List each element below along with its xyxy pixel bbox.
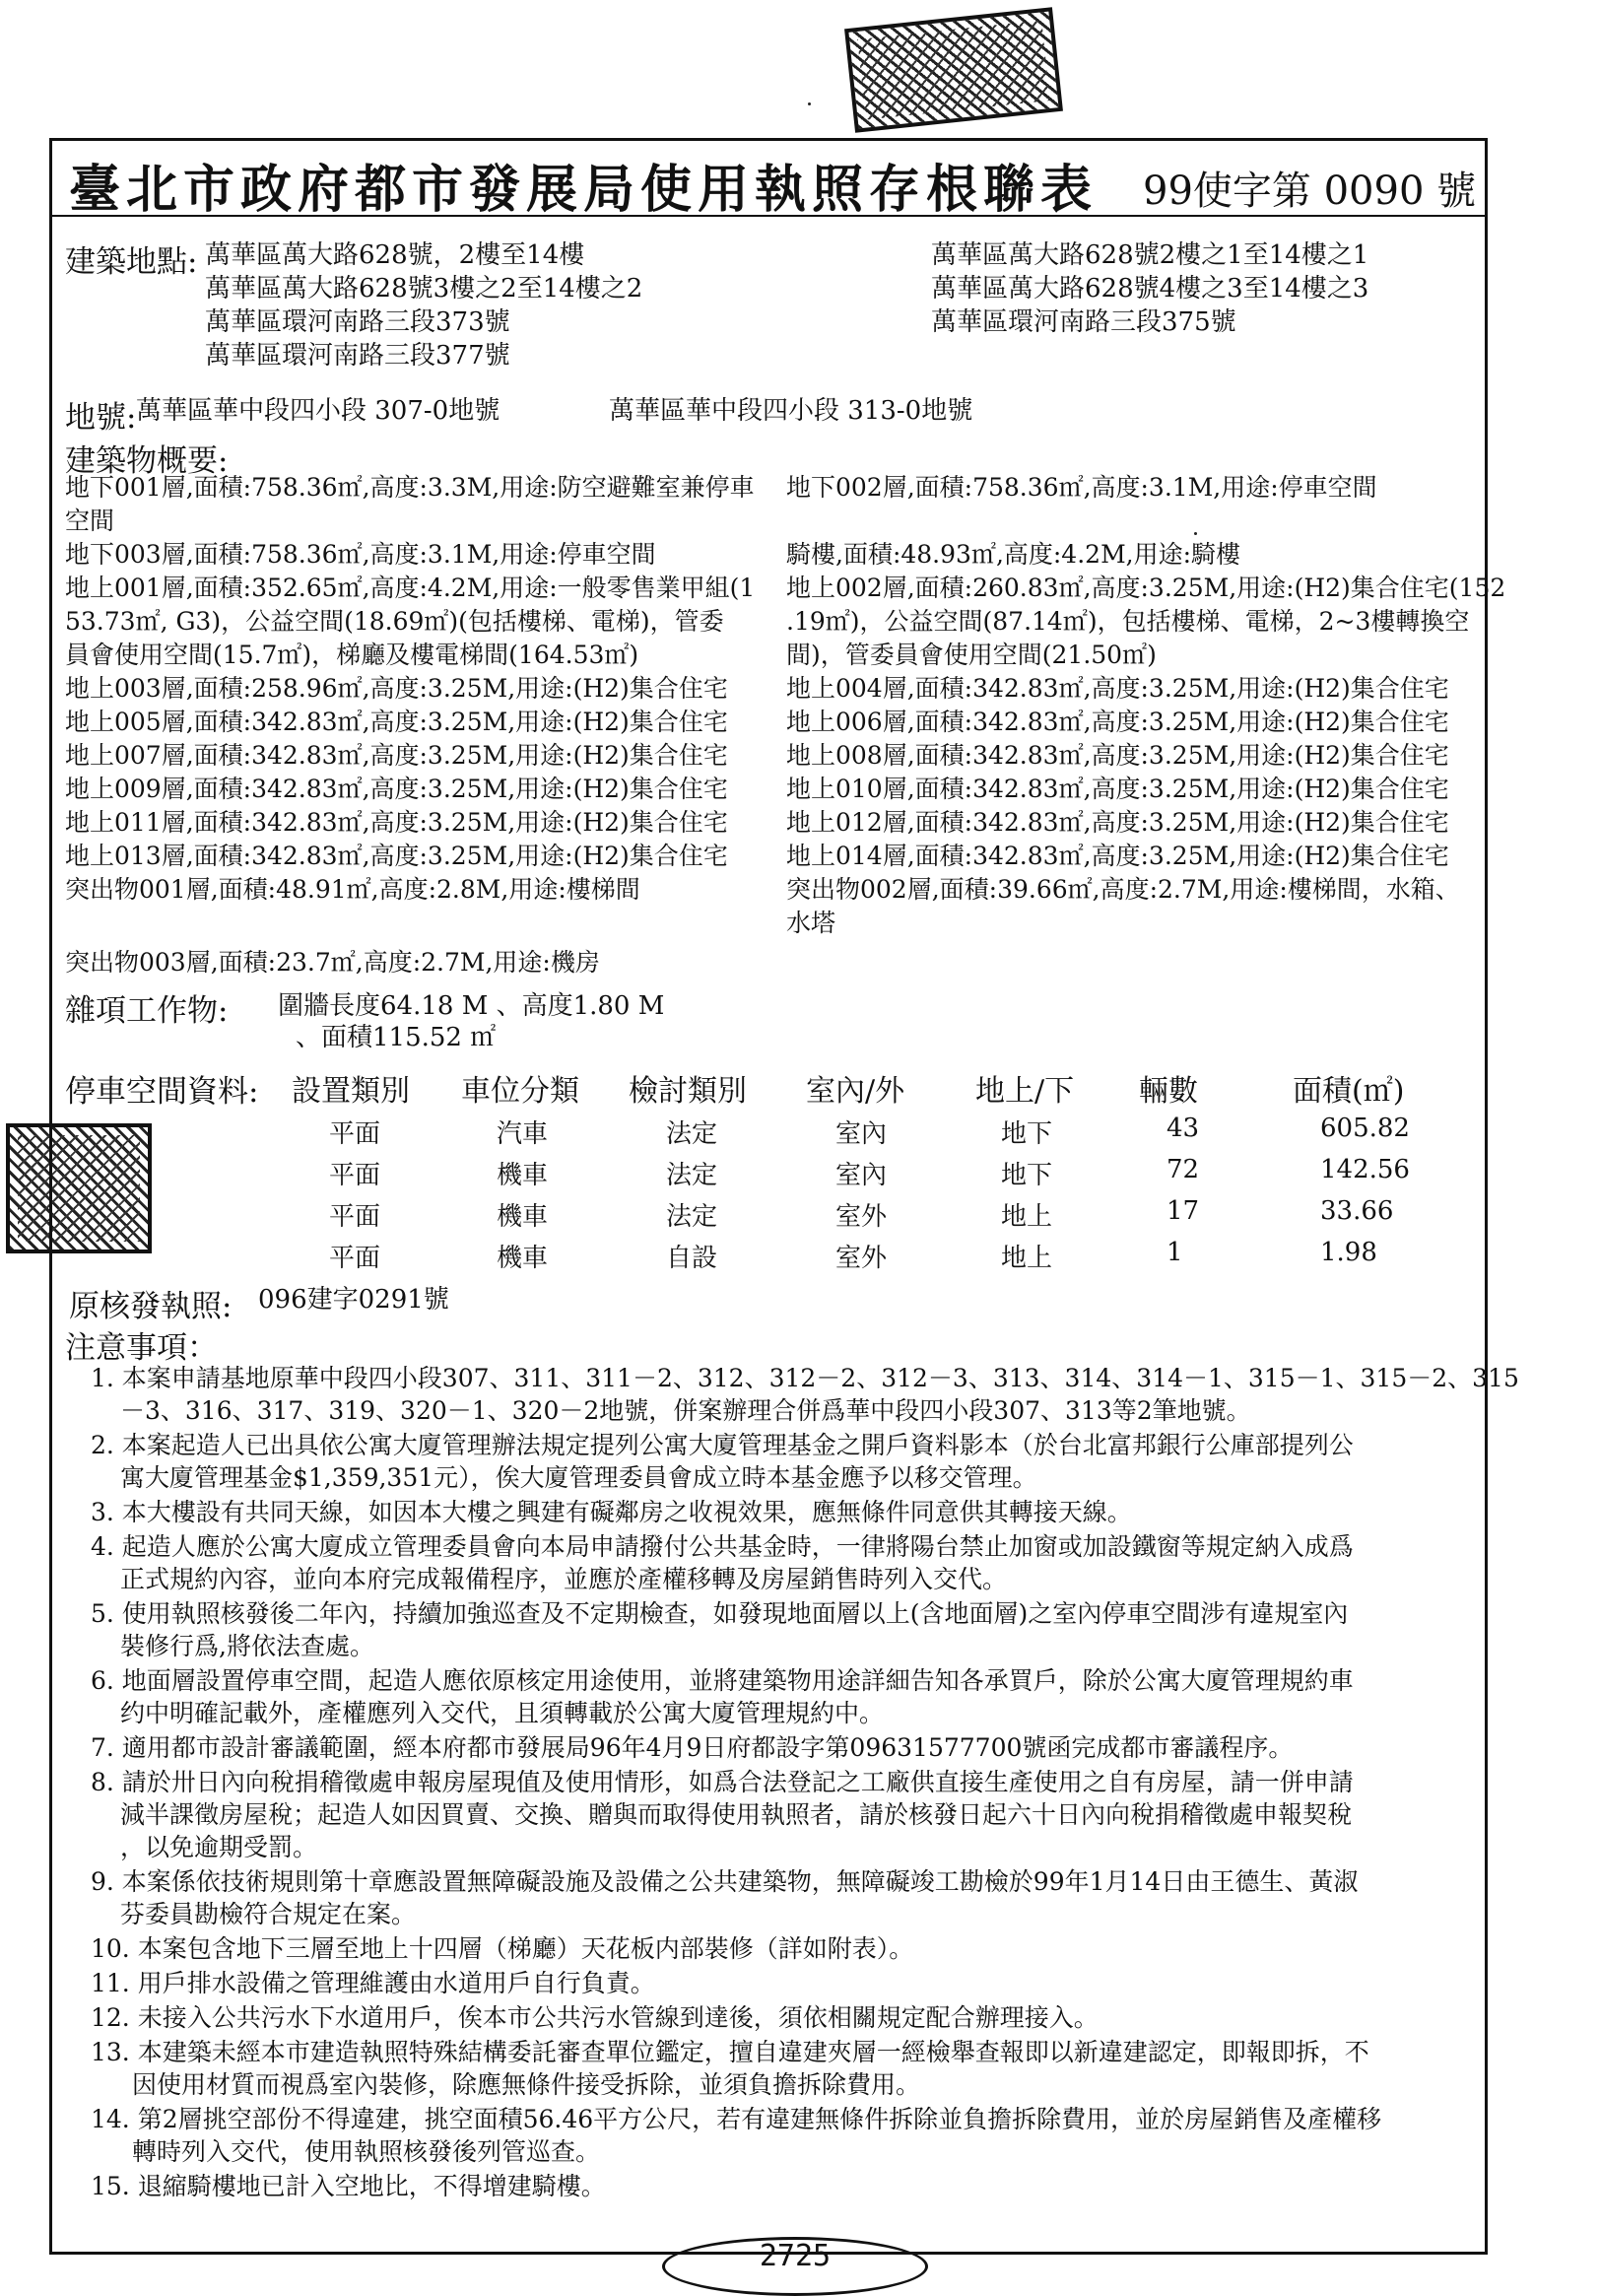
- floor-line: 地下001層,面積:758.36㎡,高度:3.3M,用途:防空避難室兼停車: [65, 473, 755, 502]
- parking-label: 停車空間資料:: [65, 1074, 259, 1110]
- floor-line: 地上005層,面積:342.83㎡,高度:3.25M,用途:(H2)集合住宅: [65, 708, 728, 736]
- parking-cell: 機車: [497, 1244, 549, 1273]
- note-item: [91, 1530, 1480, 1595]
- note-line: 因使用材質而視爲室內裝修，除應無條件接受拆除，並須負擔拆除費用。: [132, 2070, 921, 2099]
- parking-cell: 33.66: [1320, 1196, 1394, 1226]
- lot-label: 地號:: [65, 400, 137, 436]
- note-line: 5. 使用執照核發後二年內，持續加強巡查及不定期檢查，如發現地面層以上(含地面層)之室內停車空間涉有違規室內: [91, 1599, 1349, 1628]
- site-address: 萬華區環河南路三段375號: [931, 307, 1236, 337]
- parking-cell: 142.56: [1320, 1155, 1410, 1184]
- note-item: [91, 1865, 1480, 1930]
- parking-cell: 法定: [666, 1119, 718, 1149]
- note-item: [91, 1362, 1519, 1427]
- note-line: 9. 本案係依技術規則第十章應設置無障礙設施及設備之公共建築物，無障礙竣工勘檢於99年1月14日由王德生、黃淑: [91, 1867, 1359, 1896]
- site-left-list: [205, 238, 642, 372]
- note-item: [91, 1597, 1480, 1662]
- parking-cell: 72: [1167, 1155, 1200, 1184]
- building-label: 建築物概要:: [65, 443, 229, 479]
- parking-header: 車位分類: [461, 1074, 579, 1109]
- permit-number: 99使字第 0090 號: [1143, 169, 1477, 214]
- floor-line: 間)，管委員會使用空間(21.50㎡): [786, 641, 1157, 669]
- note-line: 8. 請於卅日內向稅捐稽徵處申報房屋現值及使用情形，如爲合法登記之工廠供直接生產使用之自有房屋，請一併申請: [91, 1768, 1354, 1796]
- parking-cell: 1.98: [1320, 1238, 1377, 1267]
- original-permit-label: 原核發執照:: [69, 1289, 233, 1324]
- note-line: 芬委員勘檢符合規定在案。: [120, 1900, 417, 1928]
- note-line: 15. 退縮騎樓地已計入空地比，不得增建騎樓。: [91, 2172, 606, 2200]
- floor-line: 地上009層,面積:342.83㎡,高度:3.25M,用途:(H2)集合住宅: [65, 775, 728, 803]
- note-line: 3. 本大樓設有共同天線，如因本大樓之興建有礙鄰房之收視效果，應無條件同意供其轉接天線。: [91, 1498, 1132, 1526]
- building-left-list: [65, 471, 755, 907]
- note-line: 減半課徵房屋稅；起造人如因買賣、交換、贈與而取得使用執照者，請於核發日起六十日內向稅捐稽徵處申報契稅: [120, 1800, 1353, 1829]
- speck: [808, 102, 811, 105]
- note-line: 1. 本案申請基地原華中段四小段307、311、311－2、312、312－2、312－3、313、314、314－1、315－1、315－2、315: [91, 1364, 1519, 1392]
- note-item: [91, 2001, 1480, 2034]
- note-line: －3、316、317、319、320－1、320－2地號，併案辦理合併爲華中段四小段307、313等2筆地號。: [120, 1396, 1251, 1425]
- parking-cell: 平面: [329, 1161, 381, 1190]
- misc-label: 雜項工作物:: [65, 993, 229, 1029]
- parking-cell: 地下: [1001, 1161, 1053, 1190]
- floor-line: 地上008層,面積:342.83㎡,高度:3.25M,用途:(H2)集合住宅: [786, 741, 1449, 770]
- floor-line: 地上011層,面積:342.83㎡,高度:3.25M,用途:(H2)集合住宅: [65, 808, 728, 837]
- note-item: [91, 2170, 1480, 2202]
- parking-cell: 地上: [1001, 1202, 1053, 1232]
- floor-line: 地上012層,面積:342.83㎡,高度:3.25M,用途:(H2)集合住宅: [786, 808, 1449, 837]
- parking-cell: 自設: [666, 1244, 718, 1273]
- note-line: 正式規約內容，並向本府完成報備程序，並應於產權移轉及房屋銷售時列入交代。: [120, 1565, 1008, 1593]
- floor-line: 地上010層,面積:342.83㎡,高度:3.25M,用途:(H2)集合住宅: [786, 775, 1449, 803]
- note-line: 11. 用戶排水設備之管理維護由水道用戶自行負責。: [91, 1969, 655, 1997]
- note-item: [91, 1496, 1480, 1528]
- floor-line: 地上006層,面積:342.83㎡,高度:3.25M,用途:(H2)集合住宅: [786, 708, 1449, 736]
- floor-line: 地上001層,面積:352.65㎡,高度:4.2M,用途:一般零售業甲組(1: [65, 574, 756, 602]
- floor-line: 突出物001層,面積:48.91㎡,高度:2.8M,用途:樓梯間: [65, 875, 640, 904]
- parking-cell: 平面: [329, 1244, 381, 1273]
- notes-label: 注意事項：: [65, 1330, 218, 1366]
- note-line: 裝修行爲,將依法查處。: [120, 1632, 374, 1660]
- parking-cell: 605.82: [1320, 1114, 1410, 1143]
- floor-line: 地上002層,面積:260.83㎡,高度:3.25M,用途:(H2)集合住宅(152: [786, 574, 1506, 602]
- top-seal-stamp: [844, 7, 1063, 133]
- site-address: 萬華區萬大路628號3樓之2至14樓之2: [205, 274, 643, 304]
- parking-cell: 機車: [497, 1202, 549, 1232]
- building-right-list: [786, 471, 1505, 940]
- site-address: 萬華區萬大路628號2樓之1至14樓之1: [931, 240, 1369, 270]
- note-line: 约中明確記載外，產權應列入交代，且須轉載於公寓大廈管理規約中。: [120, 1699, 885, 1727]
- parking-header: 檢討類別: [629, 1074, 747, 1109]
- site-address: 萬華區萬大路628號4樓之3至14樓之3: [931, 274, 1369, 304]
- note-line: 6. 地面層設置停車空間，起造人應依原核定用途使用，並將建築物用途詳細告知各承買戶，除於公寓大廈管理規約車: [91, 1666, 1354, 1695]
- note-item: [91, 1932, 1480, 1965]
- parking-cell: 法定: [666, 1202, 718, 1232]
- floor-line: 地上004層,面積:342.83㎡,高度:3.25M,用途:(H2)集合住宅: [786, 674, 1449, 703]
- floor-line: 地下003層,面積:758.36㎡,高度:3.1M,用途:停車空間: [65, 540, 656, 569]
- note-line: 10. 本案包含地下三層至地上十四層（梯廳）天花板内部裝修（詳如附表）。: [91, 1934, 914, 1963]
- note-line: 2. 本案起造人已出具依公寓大廈管理辦法規定提列公寓大廈管理基金之開戶資料影本（於台北富邦銀行公庫部提列公: [91, 1431, 1354, 1459]
- note-item: [91, 1766, 1480, 1863]
- parking-cell: 室內: [835, 1119, 888, 1149]
- site-label: 建築地點:: [65, 244, 198, 280]
- note-item: [91, 1731, 1480, 1764]
- parking-cell: 法定: [666, 1161, 718, 1190]
- parking-header: 輛數: [1139, 1074, 1198, 1109]
- lot-number: 萬華區華中段四小段 313-0地號: [609, 396, 973, 426]
- floor-line: 騎樓,面積:48.93㎡,高度:4.2M,用途:騎樓: [786, 540, 1241, 569]
- site-address: 萬華區環河南路三段373號: [205, 307, 510, 337]
- floor-line: [786, 505, 1505, 538]
- site-right-list: [931, 238, 1368, 339]
- parking-cell: 平面: [329, 1202, 381, 1232]
- note-line: ，以免逾期受罰。: [120, 1833, 318, 1861]
- floor-line: 地上013層,面積:342.83㎡,高度:3.25M,用途:(H2)集合住宅: [65, 842, 728, 870]
- parking-cell: 室外: [835, 1202, 888, 1232]
- misc-line: 、面積115.52 ㎡: [296, 1023, 497, 1052]
- footer-stamp: [662, 2237, 928, 2296]
- note-item: [91, 1967, 1480, 1999]
- parking-cell: 汽車: [497, 1119, 549, 1149]
- misc-line: 圍牆長度64.18 M 、高度1.80 M: [278, 991, 665, 1021]
- floor-line: 水塔: [786, 909, 836, 937]
- note-line: 寓大廈管理基金$1,359,351元），俟大廈管理委員會成立時本基金應予以移交管理。: [120, 1463, 1037, 1492]
- site-address: 萬華區環河南路三段377號: [205, 341, 510, 371]
- parking-cell: 平面: [329, 1119, 381, 1149]
- floor-line: 地上003層,面積:258.96㎡,高度:3.25M,用途:(H2)集合住宅: [65, 674, 728, 703]
- floor-line: 突出物002層,面積:39.66㎡,高度:2.7M,用途:樓梯間，水箱、: [786, 875, 1460, 904]
- note-line: 14. 第2層挑空部份不得違建，挑空面積56.46平方公尺，若有違建無條件拆除並負擔拆除費用，並於房屋銷售及產權移: [91, 2105, 1382, 2133]
- note-line: 轉時列入交代，使用執照核發後列管巡查。: [132, 2137, 601, 2166]
- notes-list: [91, 1362, 1519, 2204]
- parking-header: 室內/外: [806, 1074, 905, 1109]
- floor-line: 53.73㎡, G3)，公益空間(18.69㎡)(包括樓梯、電梯)，管委: [65, 607, 724, 636]
- footer-stamp-text: 2725: [759, 2239, 832, 2273]
- parking-cell: 1: [1167, 1238, 1183, 1267]
- note-item: [91, 2036, 1480, 2101]
- parking-header: 設置類別: [292, 1074, 410, 1109]
- note-line: 12. 未接入公共污水下水道用戶，俟本市公共污水管線到達後，須依相關規定配合辦理接入。: [91, 2003, 1099, 2032]
- parking-header: 面積(㎡): [1293, 1074, 1405, 1109]
- floor-line: 地上007層,面積:342.83㎡,高度:3.25M,用途:(H2)集合住宅: [65, 741, 728, 770]
- site-address: 萬華區萬大路628號，2樓至14樓: [205, 240, 585, 270]
- note-item: [91, 1429, 1480, 1494]
- parking-cell: 室外: [835, 1244, 888, 1273]
- note-line: 7. 適用都市設計審議範圍，經本府都市發展局96年4月9日府都設字第09631577700號函完成都市審議程序。: [91, 1733, 1294, 1762]
- floor-line: 員會使用空間(15.7㎡)，梯廳及樓電梯間(164.53㎡): [65, 641, 639, 669]
- parking-cell: 17: [1167, 1196, 1200, 1226]
- parking-header: 地上/下: [975, 1074, 1075, 1109]
- parking-cell: 室內: [835, 1161, 888, 1190]
- lot-number: 萬華區華中段四小段 307-0地號: [136, 396, 500, 426]
- floor-line: .19㎡)，公益空間(87.14㎡)，包括樓梯、電梯，2~3樓轉換空: [786, 607, 1470, 636]
- document-title: 臺北市政府都市發展局使用執照存根聯表: [69, 160, 1099, 220]
- note-item: [91, 1664, 1480, 1729]
- floor-line: 地上014層,面積:342.83㎡,高度:3.25M,用途:(H2)集合住宅: [786, 842, 1449, 870]
- floor-line: 地下002層,面積:758.36㎡,高度:3.1M,用途:停車空間: [786, 473, 1377, 502]
- floor-line: 空間: [65, 506, 115, 535]
- note-line: 4. 起造人應於公寓大廈成立管理委員會向本局申請撥付公共基金時，一律將陽台禁止加窗或加設鐵窗等規定納入成爲: [91, 1532, 1354, 1561]
- original-permit-value: 096建字0291號: [258, 1285, 449, 1315]
- parking-cell: 43: [1167, 1114, 1200, 1143]
- note-item: [91, 2103, 1480, 2168]
- floor-line: 突出物003層,面積:23.7㎡,高度:2.7M,用途:機房: [65, 948, 600, 977]
- parking-cell: 地上: [1001, 1244, 1053, 1273]
- parking-cell: 機車: [497, 1161, 549, 1190]
- parking-cell: 地下: [1001, 1119, 1053, 1149]
- note-line: 13. 本建築未經本市建造執照特殊結構委託審查單位鑑定，擅自違建夾層一經檢舉查報即以新違建認定，即報即拆，不: [91, 2038, 1369, 2066]
